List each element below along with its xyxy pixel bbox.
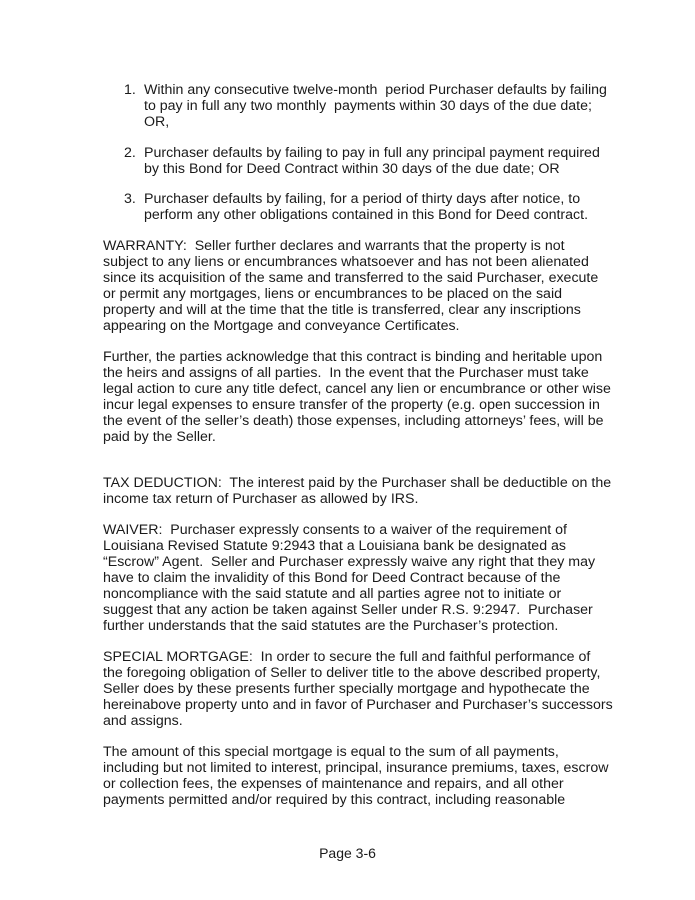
text-line: WAIVER: Purchaser expressly consents to a waiver of the requirement of <box>103 522 567 538</box>
text-line: payments permitted and/or required by this contract, including reasonable <box>103 792 566 808</box>
text-line: legal action to cure any title defect, cancel any lien or encumbrance or other wise <box>103 381 611 397</box>
text-line: or permit any mortgages, liens or encumbrances to be placed on the said <box>103 286 562 302</box>
text-line: property and will at the time that the title is transferred, clear any inscriptions <box>103 302 581 318</box>
text-line: Further, the parties acknowledge that this contract is binding and heritable upon <box>103 349 603 365</box>
text-line: by this Bond for Deed Contract within 30 days of the due date; OR <box>144 161 560 177</box>
text-line: have to claim the invalidity of this Bond for Deed Contract because of the <box>103 570 561 586</box>
text-line: and assigns. <box>103 713 183 729</box>
text-line: “Escrow” Agent. Seller and Purchaser expressly waive any right that they may <box>103 554 596 570</box>
text-line: subject to any liens or encumbrances whatsoever and has not been alienated <box>103 254 589 270</box>
text-line: since its acquisition of the same and transferred to the said Purchaser, execute <box>103 270 599 286</box>
text-line: or collection fees, the expenses of maintenance and repairs, and all other <box>103 776 564 792</box>
text-line: Purchaser defaults by failing, for a period of thirty days after notice, to <box>144 191 581 207</box>
text-line: WARRANTY: Seller further declares and warrants that the property is not <box>103 238 565 254</box>
text-line: the foregoing obligation of Seller to deliver title to the above described property, <box>103 665 601 681</box>
text-line: OR, <box>144 114 170 130</box>
text-line: Within any consecutive twelve-month period Purchaser defaults by failing <box>144 82 607 98</box>
text-line: Seller does by these presents further specially mortgage and hypothecate the <box>103 681 590 697</box>
text-line: noncompliance with the said statute and all parties agree not to initiate or <box>103 586 562 602</box>
text-line: SPECIAL MORTGAGE: In order to secure the full and faithful performance of <box>103 649 591 665</box>
text-line: perform any other obligations contained in this Bond for Deed contract. <box>144 207 589 223</box>
text-line: appearing on the Mortgage and conveyance Certificates. <box>103 318 460 334</box>
list-number: 1. <box>124 82 136 98</box>
text-line: income tax return of Purchaser as allowed by IRS. <box>103 491 419 507</box>
text-line: including but not limited to interest, principal, insurance premiums, taxes, escrow <box>103 760 609 776</box>
text-line: TAX DEDUCTION: The interest paid by the Purchaser shall be deductible on the <box>103 475 612 491</box>
text-line: paid by the Seller. <box>103 429 216 445</box>
text-line: to pay in full any two monthly payments within 30 days of the due date; <box>144 98 592 114</box>
text-line: Louisiana Revised Statute 9:2943 that a Louisiana bank be designated as <box>103 538 567 554</box>
text-line: suggest that any action be taken against Seller under R.S. 9:2947. Purchaser <box>103 602 593 618</box>
list-number: 3. <box>124 191 136 207</box>
text-line: the event of the seller’s death) those expenses, including attorneys’ fees, will be <box>103 413 604 429</box>
list-number: 2. <box>124 145 136 161</box>
text-line: further understands that the said statutes are the Purchaser’s protection. <box>103 618 559 634</box>
page-number: Page 3-6 <box>319 845 376 861</box>
text-line: the heirs and assigns of all parties. In the event that the Purchaser must take <box>103 365 589 381</box>
text-line: Purchaser defaults by failing to pay in full any principal payment required <box>144 145 600 161</box>
text-line: The amount of this special mortgage is equal to the sum of all payments, <box>103 744 559 760</box>
text-line: incur legal expenses to ensure transfer of the property (e.g. open succession in <box>103 397 600 413</box>
text-line: hereinabove property unto and in favor of Purchaser and Purchaser’s successors <box>103 697 613 713</box>
